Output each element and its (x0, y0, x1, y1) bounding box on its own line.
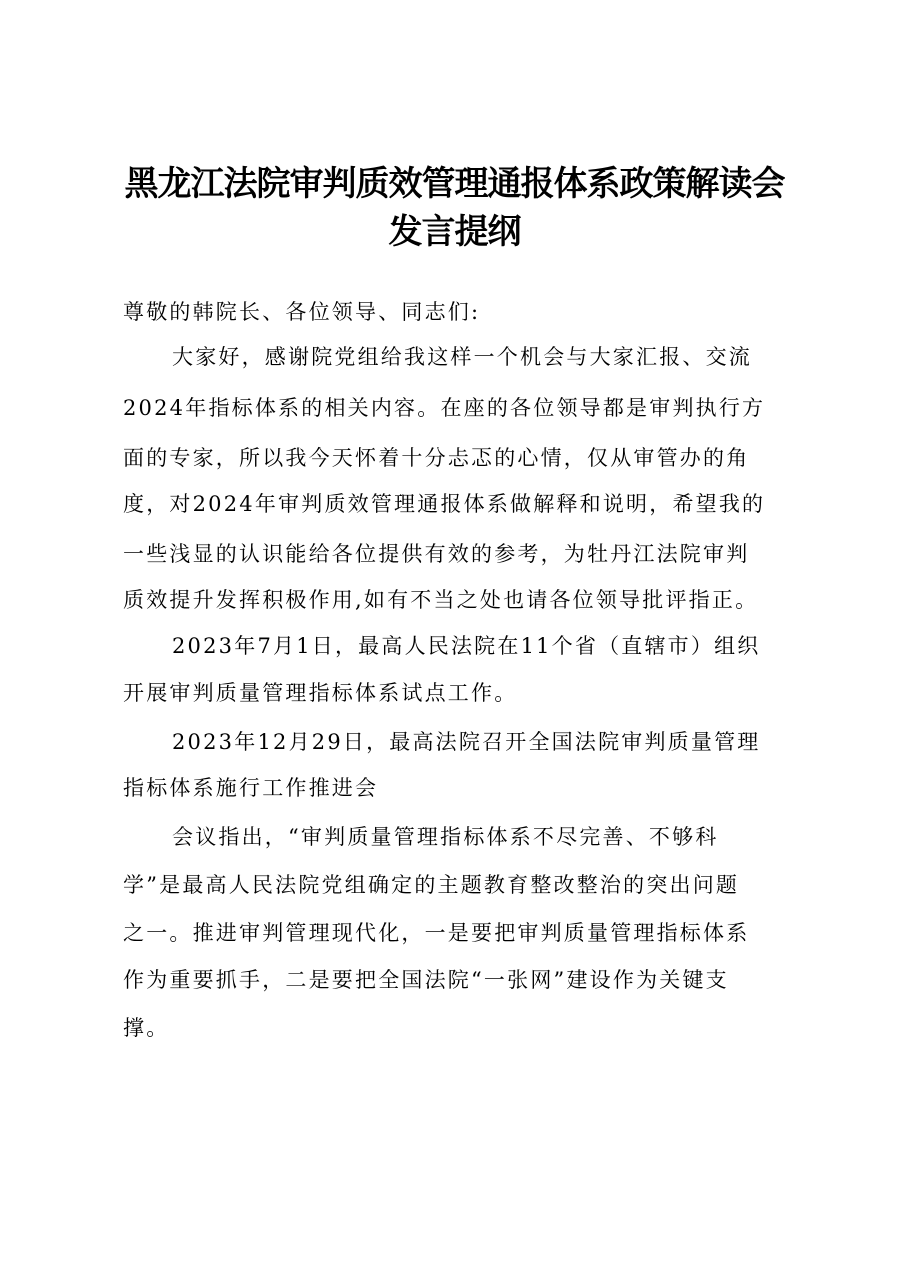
paragraph-line: 指标体系施行工作推进会 (123, 776, 379, 800)
paragraph-line: 学”是最高人民法院党组确定的主题教育整改整治的突出问题 (123, 873, 740, 897)
paragraph-line: 作为重要抓手，二是要把全国法院“一张网”建设作为关键支 (123, 968, 729, 992)
document-title-line-1: 黑龙江法院审判质效管理通报体系政策解读会 (124, 164, 785, 204)
document-title-line-2: 发言提纲 (388, 212, 521, 252)
paragraph-line: 撑。 (123, 1016, 170, 1040)
paragraph-line: 质效提升发挥积极作用,如有不当之处也请各位领导批评指正。 (123, 588, 759, 612)
paragraph-line: 2023年12月29日，最高法院召开全国法院审判质量管理 (172, 730, 761, 754)
paragraph-line: 开展审判质量管理指标体系试点工作。 (123, 681, 518, 705)
paragraph-line: 2023年7月1日，最高人民法院在11个省（直辖市）组织 (172, 634, 761, 658)
paragraph-line: 之一。推进审判管理现代化，一是要把审判质量管理指标体系 (123, 921, 750, 945)
paragraph-line: 会议指出，“审判质量管理指标体系不尽完善、不够科 (172, 825, 719, 849)
salutation: 尊敬的韩院长、各位领导、同志们: (123, 300, 481, 324)
paragraph-line: 大家好，感谢院党组给我这样一个机会与大家汇报、交流 (172, 345, 752, 369)
paragraph-line: 度，对2024年审判质效管理通报体系做解释和说明，希望我的 (123, 492, 766, 516)
paragraph-line: 2024年指标体系的相关内容。在座的各位领导都是审判执行方 (123, 396, 766, 420)
paragraph-line: 一些浅显的认识能给各位提供有效的参考，为牡丹江法院审判 (123, 542, 750, 566)
paragraph-line: 面的专家，所以我今天怀着十分忐忑的心情，仅从审管办的角 (123, 446, 750, 470)
